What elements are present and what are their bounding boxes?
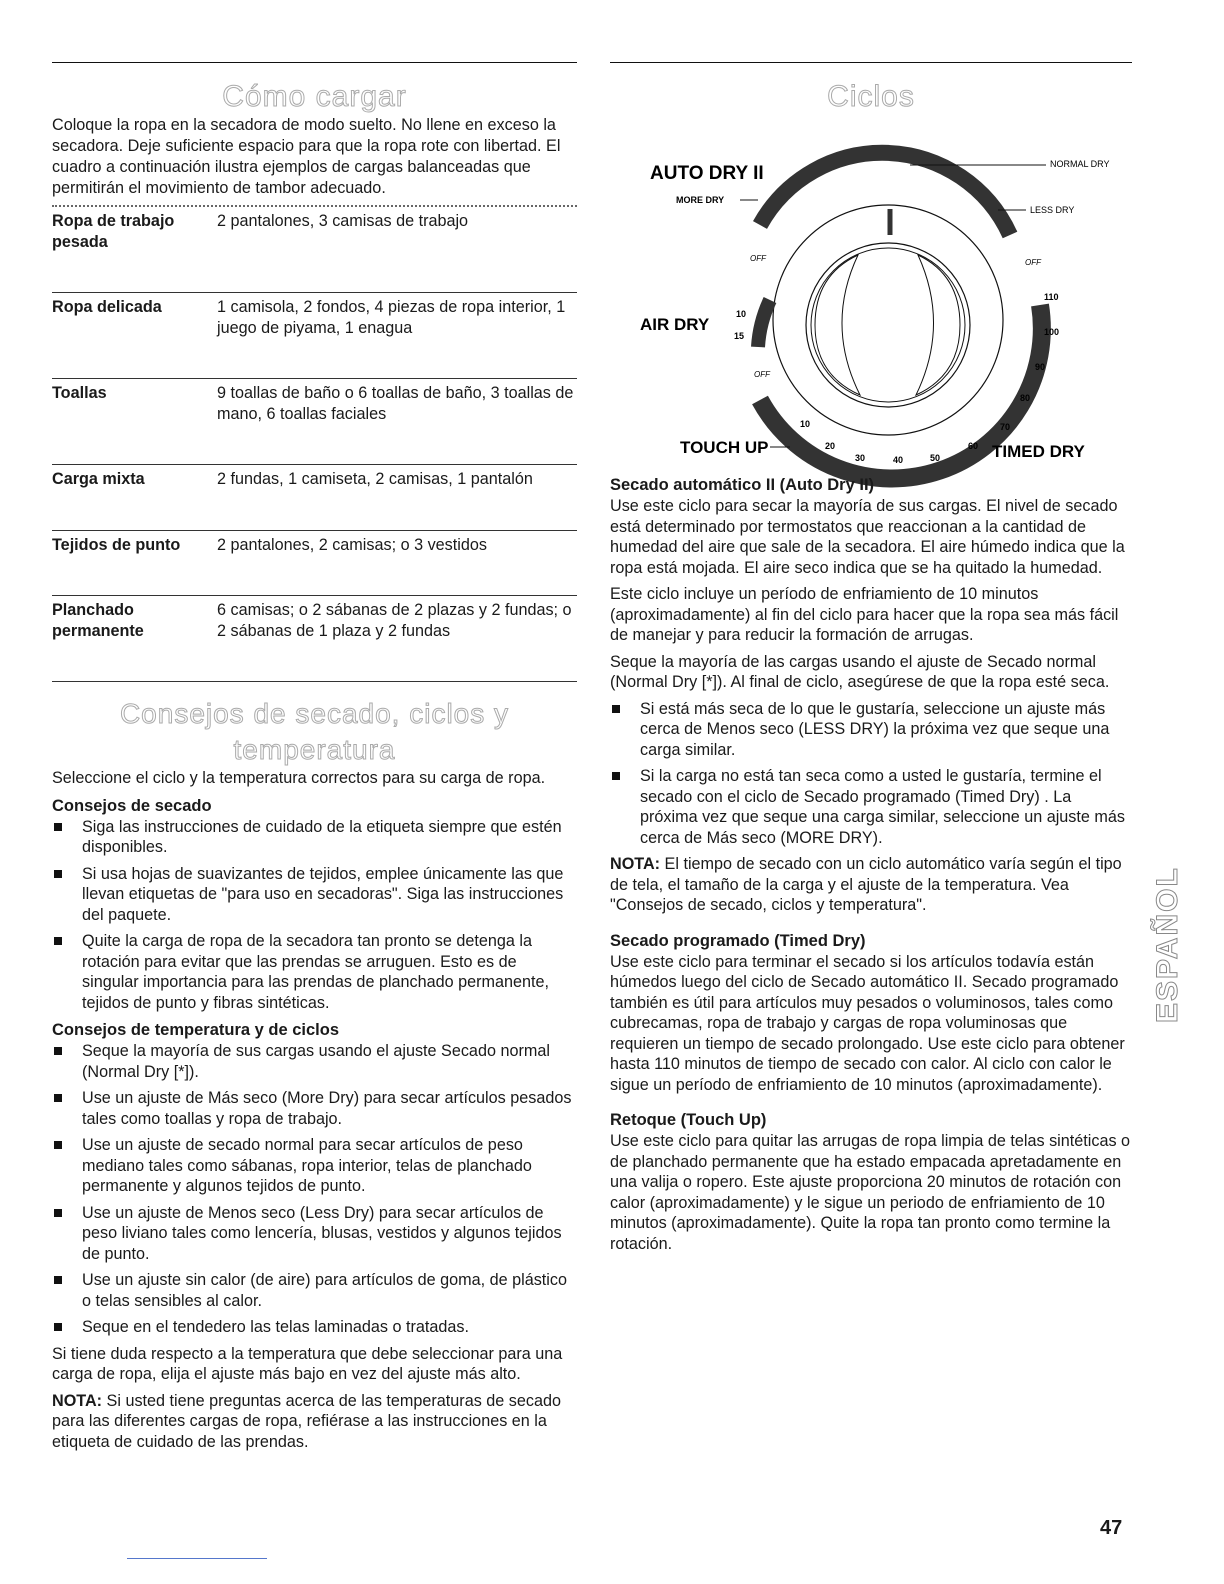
- tick-10: 10: [800, 419, 811, 429]
- temp-tips-list: [52, 1041, 577, 1338]
- load-table-row: [52, 465, 577, 531]
- heading-timed-dry: Secado programado (Timed Dry): [610, 931, 866, 950]
- label-normal-dry: NORMAL DRY: [1050, 159, 1110, 169]
- left-column: [52, 62, 577, 1458]
- load-type: Ropa de trabajo pesada: [52, 207, 217, 293]
- heading-auto-dry: Secado automático II (Auto Dry II): [610, 476, 875, 494]
- bullet-item: Use un ajuste de Más seco (More Dry) para secar artículos pesados tales como toallas y ropa de trabajo.: [52, 1088, 577, 1129]
- tips-note: [52, 1391, 577, 1453]
- cycle-dial-diagram: [610, 115, 1132, 470]
- label-auto-dry: AUTO DRY II: [650, 163, 764, 184]
- tick-10: 10: [736, 309, 747, 319]
- tick-20: 20: [825, 441, 836, 451]
- bullet-item: Seque en el tendedero las telas laminadas o tratadas.: [52, 1317, 577, 1338]
- label-touch-up: TOUCH UP: [680, 438, 769, 457]
- load-table-row: [52, 596, 577, 682]
- load-example: 1 camisola, 2 fondos, 4 piezas de ropa interior, 1 juego de piyama, 1 enagua: [217, 293, 577, 379]
- section-title-cycles: Ciclos: [827, 80, 915, 113]
- dial-outer-ring: [773, 205, 1003, 435]
- footer-line: [127, 1558, 267, 1559]
- auto-dry-list: [610, 699, 1132, 849]
- auto-dry-paragraph: Use este ciclo para secar la mayoría de sus cargas. El nivel de secado está determinado por termostatos que reaccionan a la cantidad de humedad del aire que sale de la secadora. El aire húmedo indica que la ropa está mojada. El aire seco indica que se ha quitado la humedad.: [610, 497, 1125, 577]
- divider: [610, 62, 1132, 63]
- tick-50: 50: [930, 453, 941, 463]
- label-timed-dry: TIMED DRY: [992, 442, 1085, 461]
- tick-15: 15: [734, 331, 745, 341]
- section-title-tips: Consejos de secado, ciclos y temperatura: [119, 698, 510, 765]
- load-example: 9 toallas de baño o 6 toallas de baño, 3 toallas de mano, 6 toallas faciales: [217, 379, 577, 465]
- load-type: Planchado permanente: [52, 596, 217, 682]
- heading-touch-up: Retoque (Touch Up): [610, 1111, 767, 1129]
- bullet-item: Use un ajuste de Menos seco (Less Dry) para secar artículos de peso liviano tales como lencería, blusas, vestidos y algunos tejidos de punto.: [52, 1203, 577, 1265]
- page-number: 47: [1100, 1517, 1123, 1539]
- tick-100: 100: [1044, 327, 1060, 337]
- bullet-item: Si la carga no está tan seca como a usted le gustaría, termine el secado con el ciclo de Secado programado (Timed Dry) . La próxima vez que seque una carga similar, seleccione un ajuste más cerca de Más seco (MORE DRY).: [610, 766, 1132, 848]
- load-example: 2 pantalones, 3 camisas de trabajo: [217, 207, 577, 293]
- bullet-item: Si está más seca de lo que le gustaría, seleccione un ajuste más cerca de Menos seco (LESS DRY) la próxima vez que seque una carga similar.: [610, 699, 1132, 761]
- heading-temp-tips: Consejos de temperatura y de ciclos: [52, 1021, 340, 1039]
- tick-90: 90: [1035, 362, 1046, 372]
- label-off: OFF: [1025, 258, 1041, 267]
- drying-tips-list: [52, 817, 577, 1014]
- divider: [52, 62, 577, 63]
- load-example: 2 pantalones, 2 camisas; o 3 vestidos: [217, 530, 577, 596]
- tips-intro: Seleccione el ciclo y la temperatura correctos para su carga de ropa.: [52, 769, 546, 787]
- bullet-item: Siga las instrucciones de cuidado de la etiqueta siempre que estén disponibles.: [52, 817, 577, 858]
- load-type: Tejidos de punto: [52, 530, 217, 596]
- note-text: El tiempo de secado con un ciclo automático varía según el tipo de tela, el tamaño de la carga y el ajuste de la temperatura. Vea "Consejos de secado, ciclos y temperatura".: [610, 855, 1122, 914]
- note-label: NOTA:: [52, 1391, 103, 1410]
- tick-70: 70: [1000, 422, 1011, 432]
- load-type: Toallas: [52, 379, 217, 465]
- label-more-dry: MORE DRY: [676, 195, 725, 205]
- bullet-item: Quite la carga de ropa de la secadora tan pronto se detenga la rotación para evitar que las prendas se arruguen. Esto es de singular importancia para las prendas de planchado permanente, tejidos de punto y fibras sintéticas.: [52, 931, 577, 1013]
- air-dry-band: [758, 300, 770, 347]
- tick-60: 60: [968, 441, 979, 451]
- load-example: 6 camisas; o 2 sábanas de 2 plazas y 2 fundas; o 2 sábanas de 1 plaza y 2 fundas: [217, 596, 577, 682]
- auto-note: [610, 854, 1132, 916]
- label-less-dry: LESS DRY: [1030, 205, 1075, 215]
- heading-drying-tips: Consejos de secado: [52, 796, 212, 815]
- label-air-dry: AIR DRY: [640, 315, 710, 334]
- label-off: OFF: [754, 370, 770, 379]
- load-type: Carga mixta: [52, 465, 217, 531]
- section-title-loading: Cómo cargar: [222, 80, 407, 113]
- load-example: 2 fundas, 1 camiseta, 2 camisas, 1 pantalón: [217, 465, 577, 531]
- tips-paragraph: Si tiene duda respecto a la temperatura que debe seleccionar para una carga de ropa, elija el ajuste más bajo en vez del ajuste más alto.: [52, 1344, 563, 1383]
- tick-80: 80: [1020, 393, 1031, 403]
- loading-intro: Coloque la ropa en la secadora de modo suelto. No llene en exceso la secadora. Deje suficiente espacio para que la ropa rote con libertad. El cuadro a continuación ilustra ejemplos de cargas balanceadas que permitirán el movimiento de tambor adecuado.: [52, 116, 561, 197]
- label-off: OFF: [750, 254, 766, 263]
- note-label: NOTA:: [610, 855, 661, 873]
- bullet-item: Si usa hojas de suavizantes de tejidos, emplee únicamente las que llevan etiquetas de "para uso en secadoras". Siga las instrucciones del paquete.: [52, 864, 577, 926]
- note-text: Si usted tiene preguntas acerca de las temperaturas de secado para las diferentes cargas de ropa, refiérase a las instrucciones en la etiqueta de cuidado de las prendas.: [52, 1391, 561, 1451]
- bullet-item: Use un ajuste sin calor (de aire) para artículos de goma, de plástico o telas sensibles al calor.: [52, 1270, 577, 1311]
- tick-110: 110: [1044, 292, 1059, 302]
- load-table-row: [52, 293, 577, 379]
- auto-dry-paragraph: Seque la mayoría de las cargas usando el ajuste de Secado normal (Normal Dry [*]). Al final de ciclo, asegúrese de que la ropa esté seca.: [610, 652, 1110, 691]
- load-table-row: [52, 530, 577, 596]
- load-table: [52, 207, 577, 682]
- tick-40: 40: [893, 455, 904, 465]
- tick-30: 30: [855, 453, 866, 463]
- right-column: [610, 62, 1132, 1260]
- auto-dry-paragraph: Este ciclo incluye un período de enfriamiento de 10 minutos (aproximadamente) al fin del ciclo para hacer que la ropa sea más fácil de manejar y para reducir la formación de arrugas.: [610, 585, 1119, 644]
- dial-knob: [806, 243, 970, 407]
- bullet-item: Seque la mayoría de sus cargas usando el ajuste Secado normal (Normal Dry [*]).: [52, 1041, 577, 1082]
- load-table-row: [52, 379, 577, 465]
- load-type: Ropa delicada: [52, 293, 217, 379]
- bullet-item: Use un ajuste de secado normal para secar artículos de peso mediano tales como sábanas, ropa interior, telas de planchado permanente y algunos tejidos de punto.: [52, 1135, 577, 1197]
- load-table-row: [52, 207, 577, 293]
- language-side-tab: ESPAÑOL: [1151, 866, 1184, 1024]
- timed-dry-text: Use este ciclo para terminar el secado si los artículos todavía están húmedos luego del ciclo de Secado automático II. Secado programado también es útil para artículos muy pesados o voluminosos, tales como cubrecamas, ropa de trabajo y cargas de ropa voluminosas que requieren un tiempo de secado prolongado. Use este ciclo para obtener hasta 110 minutos de tiempo de secado con calor. Al ciclo con calor le sigue un período de enfriamiento de 10 minutos (aproximadamente).: [610, 952, 1125, 1094]
- touch-up-text: Use este ciclo para quitar las arrugas de ropa limpia de telas sintéticas o de planchado permanente que ha estado empacada apretadamente en una valija o ropero. Este ajuste proporciona 20 minutos de rotación con calor (aproximadamente) y le sigue un periodo de enfriamiento de 10 minutos (aproximadamente). Quite la ropa tan pronto como termine la rotación.: [610, 1132, 1131, 1253]
